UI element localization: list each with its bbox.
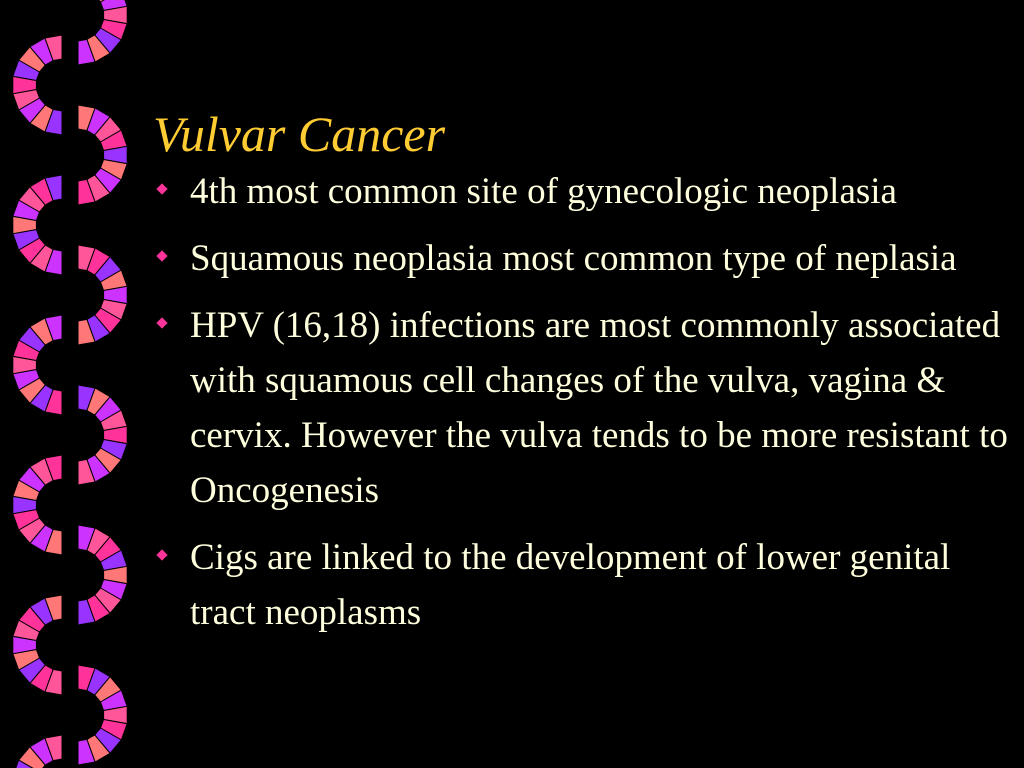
bullet-diamond-icon <box>156 317 167 328</box>
bullet-diamond-icon <box>156 250 167 261</box>
bullet-list <box>150 164 1010 652</box>
bullet-text: HPV (16,18) infections are most commonly associated with squamous cell changes of the vulva, vagina & cervix. However the vulva tends to be more resistant to Oncogenesis <box>190 305 1008 511</box>
bullet-item <box>150 231 1010 286</box>
decorative-wave-border <box>0 0 140 768</box>
bullet-diamond-icon <box>156 549 167 560</box>
bullet-item <box>150 164 1010 219</box>
bullet-text: Squamous neoplasia most common type of neplasia <box>190 238 957 279</box>
bullet-text: Cigs are linked to the development of lower genital tract neoplasms <box>190 537 951 633</box>
slide-title: Vulvar Cancer <box>153 106 446 162</box>
bullet-text: 4th most common site of gynecologic neoplasia <box>190 171 897 212</box>
bullet-item <box>150 298 1010 518</box>
bullet-diamond-icon <box>156 183 167 194</box>
bullet-item <box>150 530 1010 640</box>
